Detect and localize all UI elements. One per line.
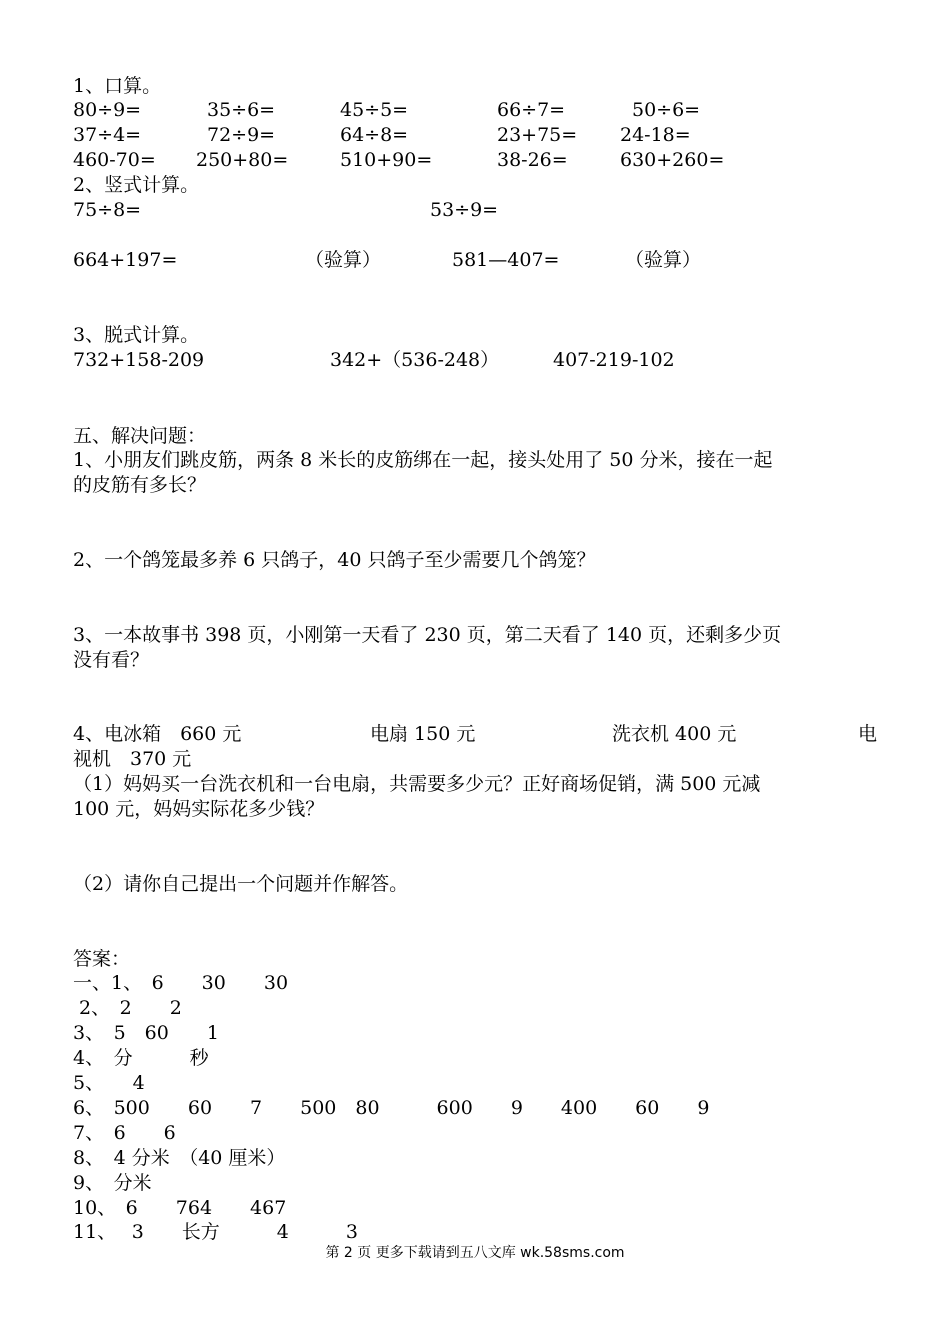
answers-heading: 答案： [73, 948, 131, 970]
answer-line: 一、1、 6 30 30 [73, 972, 289, 994]
oral-item: 510+90= [340, 149, 433, 171]
answer-line: 10、 6 764 467 [73, 1197, 287, 1219]
answer-line: 11、 3 长方 4 3 [73, 1221, 358, 1243]
stepwise-heading: 3、脱式计算。 [73, 324, 200, 346]
answer-line: 6、 500 60 7 500 80 600 9 400 60 9 [73, 1097, 710, 1119]
answer-line: 9、 分米 [73, 1172, 152, 1194]
q4-item-cont: 视机 370 元 [73, 748, 192, 770]
question-1: 1、小朋友们跳皮筋，两条 8 米长的皮筋绑在一起，接头处用了 50 分米，接在一起 [73, 449, 773, 471]
answer-line: 7、 6 6 [73, 1122, 176, 1144]
vertical-item: 53÷9= [430, 199, 499, 221]
answer-line: 8、 4 分米 （40 厘米） [73, 1147, 286, 1169]
question-1-cont: 的皮筋有多长？ [73, 474, 207, 496]
stepwise-item: 342+（536-248） [330, 349, 500, 371]
q4-sub2: （2）请你自己提出一个问题并作解答。 [73, 873, 409, 895]
oral-item: 64÷8= [340, 124, 409, 146]
oral-item: 80÷9= [73, 99, 142, 121]
q4-item: 电 [858, 723, 878, 745]
q4-sub1-cont: 100 元，妈妈实际花多少钱？ [73, 798, 325, 820]
vertical-heading: 2、竖式计算。 [73, 174, 200, 196]
stepwise-item: 407-219-102 [553, 349, 675, 371]
oral-item: 45÷5= [340, 99, 409, 121]
oral-item: 24-18= [620, 124, 691, 146]
oral-item: 66÷7= [497, 99, 566, 121]
oral-item: 630+260= [620, 149, 725, 171]
vertical-item: 581—407= [452, 249, 560, 271]
oral-item: 23+75= [497, 124, 578, 146]
question-3-cont: 没有看？ [73, 649, 150, 671]
answer-line: 5、 4 [73, 1072, 145, 1094]
q4-item: 电扇 150 元 [370, 723, 476, 745]
answer-line: 3、 5 60 1 [73, 1022, 219, 1044]
q4-sub1: （1）妈妈买一台洗衣机和一台电扇，共需要多少元？正好商场促销，满 500 元减 [73, 773, 761, 795]
question-3: 3、一本故事书 398 页，小刚第一天看了 230 页，第二天看了 140 页，还剩多少页 [73, 624, 782, 646]
oral-heading: 1、口算。 [73, 75, 162, 97]
oral-item: 250+80= [196, 149, 289, 171]
vertical-item: 75÷8= [73, 199, 142, 221]
section5-heading: 五、解决问题： [73, 425, 207, 447]
answer-line: 2、 2 2 [73, 997, 182, 1019]
oral-item: 37÷4= [73, 124, 142, 146]
answer-line: 4、 分 秒 [73, 1047, 209, 1069]
q4-item: 4、电冰箱 660 元 [73, 723, 242, 745]
oral-item: 35÷6= [207, 99, 276, 121]
page-footer: 第 2 页 更多下载请到五八文库 wk.58sms.com [325, 1245, 625, 1261]
oral-item: 38-26= [497, 149, 568, 171]
oral-item: 72÷9= [207, 124, 276, 146]
stepwise-item: 732+158-209 [73, 349, 205, 371]
oral-item: 460-70= [73, 149, 156, 171]
vertical-item: 664+197= [73, 249, 178, 271]
q4-item: 洗衣机 400 元 [612, 723, 737, 745]
oral-item: 50÷6= [632, 99, 701, 121]
check-label: （验算） [625, 249, 702, 271]
check-label: （验算） [305, 249, 382, 271]
question-2: 2、一个鸽笼最多养 6 只鸽子，40 只鸽子至少需要几个鸽笼？ [73, 549, 596, 571]
